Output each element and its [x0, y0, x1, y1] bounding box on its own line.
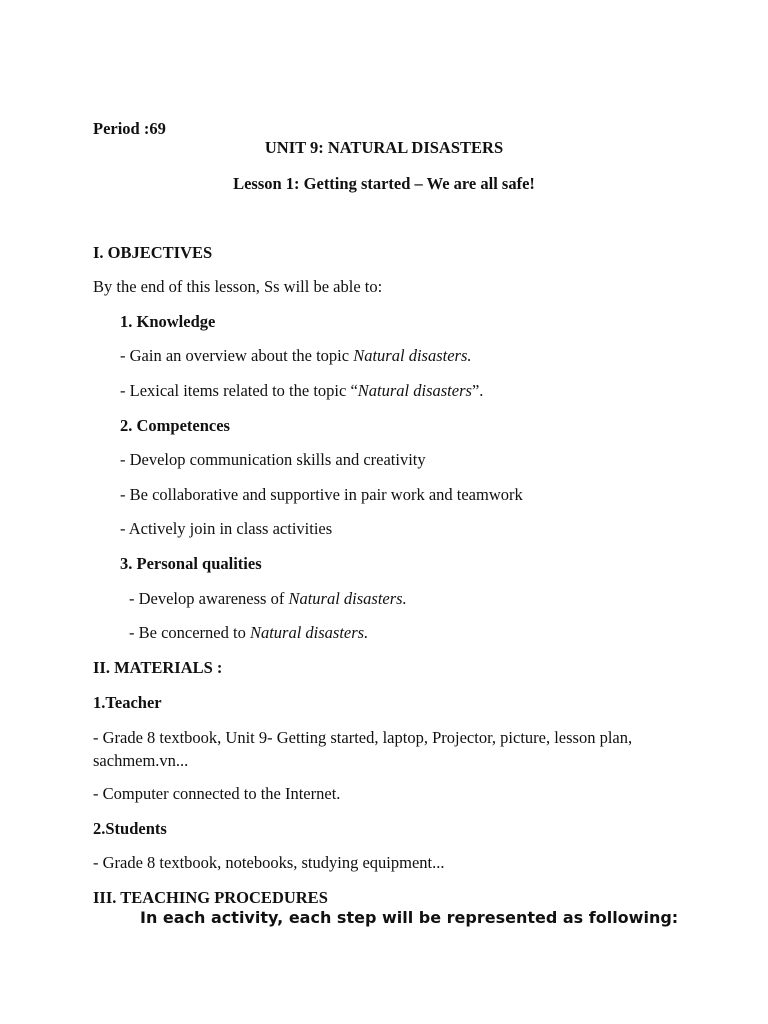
- teacher-heading: 1.Teacher: [93, 693, 162, 712]
- competences-heading: 2. Competences: [120, 416, 230, 435]
- qualities-item-2-text: - Be concerned to: [129, 623, 250, 642]
- teacher-item-2: - Computer connected to the Internet.: [93, 784, 341, 803]
- procedures-heading: III. TEACHING PROCEDURES: [93, 888, 328, 907]
- competences-item-1: - Develop communication skills and creativity: [120, 450, 426, 469]
- teacher-item-1: - Grade 8 textbook, Unit 9- Getting started, laptop, Projector, picture, lesson plan, sachmem.vn...: [93, 728, 633, 770]
- qualities-item-2: [129, 623, 368, 643]
- knowledge-heading: 1. Knowledge: [120, 312, 216, 331]
- qualities-item-2-topic: Natural disasters.: [249, 623, 369, 642]
- knowledge-item-2-topic: Natural disasters: [357, 381, 472, 400]
- lesson-title: Lesson 1: Getting started – We are all safe!: [233, 174, 535, 193]
- knowledge-item-1: [120, 346, 472, 366]
- knowledge-item-2-suffix: ”.: [471, 381, 484, 400]
- objectives-intro: By the end of this lesson, Ss will be able to:: [93, 277, 383, 296]
- competences-item-3: - Actively join in class activities: [120, 519, 333, 538]
- procedures-subheading: In each activity, each step will be represented as following:: [140, 908, 679, 927]
- materials-heading: II. MATERIALS :: [93, 658, 223, 677]
- knowledge-item-2-text: - Lexical items related to the topic “: [120, 381, 358, 400]
- knowledge-item-1-text: - Gain an overview about the topic: [120, 346, 354, 365]
- unit-title: UNIT 9: NATURAL DISASTERS: [264, 138, 504, 157]
- qualities-heading: 3. Personal qualities: [120, 554, 262, 573]
- students-heading: 2.Students: [93, 819, 167, 838]
- knowledge-item-1-topic: Natural disasters.: [353, 346, 472, 365]
- qualities-item-1-topic: Natural disasters.: [288, 589, 407, 608]
- competences-item-2: - Be collaborative and supportive in pair work and teamwork: [120, 485, 523, 504]
- knowledge-item-2: [120, 381, 483, 401]
- qualities-item-1: [129, 589, 407, 609]
- objectives-heading: I. OBJECTIVES: [93, 243, 213, 262]
- students-item-1: - Grade 8 textbook, notebooks, studying equipment...: [93, 853, 445, 872]
- period-label: Period :69: [93, 119, 166, 138]
- qualities-item-1-text: - Develop awareness of: [129, 589, 289, 608]
